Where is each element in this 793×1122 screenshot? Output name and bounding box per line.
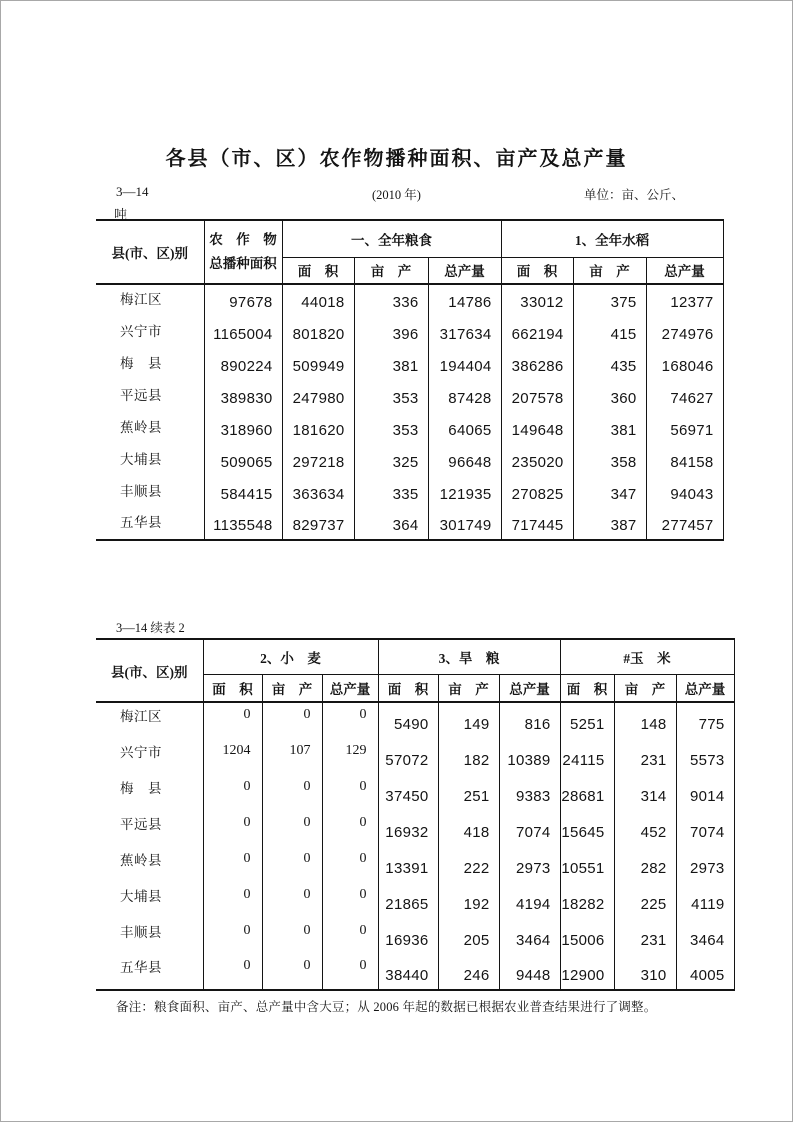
value-cell: 415 — [573, 316, 646, 348]
value-cell: 336 — [354, 284, 428, 316]
value-cell: 0 — [322, 882, 378, 918]
region-column-header: 县(市、区)别 — [96, 220, 204, 284]
sub-header-area: 面 积 — [560, 674, 614, 702]
value-cell: 18282 — [560, 882, 614, 918]
value-cell: 16932 — [378, 810, 438, 846]
value-cell: 0 — [262, 702, 322, 738]
value-cell: 246 — [438, 954, 499, 990]
sub-header-yield: 亩 产 — [354, 257, 428, 284]
value-cell: 4005 — [676, 954, 734, 990]
value-cell: 358 — [573, 444, 646, 476]
value-cell: 247980 — [282, 380, 354, 412]
value-cell: 381 — [573, 412, 646, 444]
page-title: 各县（市、区）农作物播种面积、亩产及总产量 — [165, 148, 628, 170]
value-cell: 418 — [438, 810, 499, 846]
value-cell: 274976 — [646, 316, 723, 348]
value-cell: 375 — [573, 284, 646, 316]
value-cell: 717445 — [501, 508, 573, 540]
sub-header-output: 总产量 — [499, 674, 560, 702]
value-cell: 225 — [614, 882, 676, 918]
value-cell: 0 — [203, 810, 262, 846]
value-cell: 775 — [676, 702, 734, 738]
value-cell: 121935 — [428, 476, 501, 508]
value-cell: 282 — [614, 846, 676, 882]
region-column-header: 县(市、区)别 — [96, 639, 203, 702]
region-name-cell: 丰顺县 — [120, 483, 162, 499]
value-cell: 0 — [262, 882, 322, 918]
region-name-cell: 梅 县 — [120, 780, 162, 796]
value-cell: 335 — [354, 476, 428, 508]
value-cell: 7074 — [676, 810, 734, 846]
value-cell: 318960 — [204, 412, 282, 444]
region-name-cell: 兴宁市 — [120, 323, 162, 339]
value-cell: 231 — [614, 738, 676, 774]
group-header-grain: 一、全年粮食 — [282, 220, 501, 257]
region-name-cell: 平远县 — [120, 816, 162, 832]
table-row — [96, 476, 723, 508]
value-cell: 181620 — [282, 412, 354, 444]
value-cell: 37450 — [378, 774, 438, 810]
table-row — [96, 702, 734, 738]
value-cell: 0 — [322, 846, 378, 882]
unit-wrap-label: 吨 — [114, 207, 128, 222]
value-cell: 235020 — [501, 444, 573, 476]
value-cell: 387 — [573, 508, 646, 540]
table-row — [96, 882, 734, 918]
table-row — [96, 738, 734, 774]
sub-header-output: 总产量 — [646, 257, 723, 284]
value-cell: 9383 — [499, 774, 560, 810]
value-cell: 0 — [322, 774, 378, 810]
value-cell: 24115 — [560, 738, 614, 774]
value-cell: 5573 — [676, 738, 734, 774]
value-cell: 15645 — [560, 810, 614, 846]
region-name-cell: 兴宁市 — [120, 744, 162, 760]
group-header-dry-grain: 3、旱 粮 — [378, 639, 560, 674]
value-cell: 2973 — [499, 846, 560, 882]
value-cell: 148 — [614, 702, 676, 738]
value-cell: 3464 — [499, 918, 560, 954]
value-cell: 149648 — [501, 412, 573, 444]
sub-header-area: 面 积 — [378, 674, 438, 702]
value-cell: 297218 — [282, 444, 354, 476]
region-name-cell: 蕉岭县 — [120, 419, 162, 435]
sub-header-output: 总产量 — [676, 674, 734, 702]
region-name-cell: 蕉岭县 — [120, 852, 162, 868]
value-cell: 9014 — [676, 774, 734, 810]
value-cell: 15006 — [560, 918, 614, 954]
value-cell: 364 — [354, 508, 428, 540]
region-name-cell: 五华县 — [120, 960, 162, 975]
value-cell: 182 — [438, 738, 499, 774]
value-cell: 829737 — [282, 508, 354, 540]
value-cell: 205 — [438, 918, 499, 954]
total-sown-area-header-line1: 农 作 物 — [209, 232, 277, 248]
sub-header-yield: 亩 产 — [438, 674, 499, 702]
value-cell: 890224 — [204, 348, 282, 380]
value-cell: 2973 — [676, 846, 734, 882]
value-cell: 317634 — [428, 316, 501, 348]
group-header-row — [96, 220, 723, 257]
value-cell: 96648 — [428, 444, 501, 476]
value-cell: 662194 — [501, 316, 573, 348]
table-row — [96, 380, 723, 412]
value-cell: 16936 — [378, 918, 438, 954]
value-cell: 64065 — [428, 412, 501, 444]
region-name-cell: 梅 县 — [120, 355, 162, 371]
value-cell: 3464 — [676, 918, 734, 954]
value-cell: 381 — [354, 348, 428, 380]
value-cell: 44018 — [282, 284, 354, 316]
value-cell: 168046 — [646, 348, 723, 380]
value-cell: 0 — [322, 918, 378, 954]
value-cell: 325 — [354, 444, 428, 476]
value-cell: 353 — [354, 380, 428, 412]
main-table-body — [96, 284, 723, 540]
value-cell: 0 — [322, 810, 378, 846]
value-cell: 1165004 — [204, 316, 282, 348]
sub-header-yield: 亩 产 — [614, 674, 676, 702]
value-cell: 97678 — [204, 284, 282, 316]
value-cell: 231 — [614, 918, 676, 954]
year-label: (2010 年) — [372, 188, 421, 202]
value-cell: 4119 — [676, 882, 734, 918]
value-cell: 28681 — [560, 774, 614, 810]
region-name-cell: 梅江区 — [120, 292, 162, 307]
value-cell: 10389 — [499, 738, 560, 774]
total-sown-area-header-line2: 总播种面积 — [209, 256, 277, 271]
region-name-cell: 丰顺县 — [120, 924, 162, 940]
continuation-label: 3—14 续表 2 — [116, 621, 185, 635]
value-cell: 0 — [262, 846, 322, 882]
value-cell: 57072 — [378, 738, 438, 774]
value-cell: 584415 — [204, 476, 282, 508]
sub-header-area: 面 积 — [282, 257, 354, 284]
value-cell: 5490 — [378, 702, 438, 738]
value-cell: 14786 — [428, 284, 501, 316]
group-header-wheat: 2、小 麦 — [203, 639, 378, 674]
sub-header-area: 面 积 — [501, 257, 573, 284]
value-cell: 129 — [322, 738, 378, 774]
region-name-cell: 梅江区 — [120, 709, 162, 724]
value-cell: 33012 — [501, 284, 573, 316]
value-cell: 452 — [614, 810, 676, 846]
value-cell: 0 — [203, 882, 262, 918]
value-cell: 0 — [322, 954, 378, 990]
value-cell: 301749 — [428, 508, 501, 540]
value-cell: 509065 — [204, 444, 282, 476]
value-cell: 10551 — [560, 846, 614, 882]
value-cell: 0 — [203, 702, 262, 738]
region-name-cell: 大埔县 — [120, 451, 162, 467]
value-cell: 363634 — [282, 476, 354, 508]
value-cell: 277457 — [646, 508, 723, 540]
value-cell: 0 — [262, 810, 322, 846]
value-cell: 107 — [262, 738, 322, 774]
value-cell: 192 — [438, 882, 499, 918]
table-row — [96, 316, 723, 348]
footnote: 备注：粮食面积、亩产、总产量中含大豆；从 2006 年起的数据已根据农业普查结果进行了调整。 — [116, 1000, 657, 1014]
value-cell: 1135548 — [204, 508, 282, 540]
value-cell: 0 — [203, 954, 262, 990]
value-cell: 84158 — [646, 444, 723, 476]
value-cell: 353 — [354, 412, 428, 444]
value-cell: 435 — [573, 348, 646, 380]
value-cell: 314 — [614, 774, 676, 810]
value-cell: 0 — [203, 846, 262, 882]
value-cell: 396 — [354, 316, 428, 348]
region-name-cell: 平远县 — [120, 387, 162, 403]
region-name-cell: 大埔县 — [120, 888, 162, 904]
value-cell: 9448 — [499, 954, 560, 990]
value-cell: 7074 — [499, 810, 560, 846]
table-row — [96, 444, 723, 476]
table-row — [96, 846, 734, 882]
table-row — [96, 954, 734, 990]
table-code-label: 3—14 — [116, 184, 149, 199]
value-cell: 5251 — [560, 702, 614, 738]
table-row — [96, 774, 734, 810]
sub-header-output: 总产量 — [428, 257, 501, 284]
value-cell: 12900 — [560, 954, 614, 990]
table-row — [96, 348, 723, 380]
value-cell: 21865 — [378, 882, 438, 918]
value-cell: 270825 — [501, 476, 573, 508]
value-cell: 816 — [499, 702, 560, 738]
value-cell: 389830 — [204, 380, 282, 412]
group-header-rice: 1、全年水稻 — [501, 220, 723, 257]
value-cell: 0 — [203, 918, 262, 954]
sub-header-area: 面 积 — [203, 674, 262, 702]
total-sown-area-header — [204, 220, 282, 284]
value-cell: 4194 — [499, 882, 560, 918]
sub-header-yield: 亩 产 — [262, 674, 322, 702]
value-cell: 801820 — [282, 316, 354, 348]
value-cell: 0 — [322, 702, 378, 738]
table-row — [96, 412, 723, 444]
value-cell: 360 — [573, 380, 646, 412]
value-cell: 74627 — [646, 380, 723, 412]
value-cell: 87428 — [428, 380, 501, 412]
value-cell: 56971 — [646, 412, 723, 444]
sub-header-output: 总产量 — [322, 674, 378, 702]
value-cell: 94043 — [646, 476, 723, 508]
value-cell: 509949 — [282, 348, 354, 380]
value-cell: 1204 — [203, 738, 262, 774]
unit-label: 单位：亩、公斤、 — [584, 188, 685, 202]
continuation-table — [96, 638, 735, 991]
group-header-row — [96, 639, 734, 674]
table-row — [96, 918, 734, 954]
value-cell: 194404 — [428, 348, 501, 380]
table-row — [96, 284, 723, 316]
main-table — [96, 219, 724, 541]
value-cell: 0 — [262, 774, 322, 810]
value-cell: 38440 — [378, 954, 438, 990]
value-cell: 347 — [573, 476, 646, 508]
value-cell: 149 — [438, 702, 499, 738]
sub-header-yield: 亩 产 — [573, 257, 646, 284]
value-cell: 0 — [262, 954, 322, 990]
value-cell: 386286 — [501, 348, 573, 380]
group-header-corn: #玉 米 — [560, 639, 734, 674]
value-cell: 310 — [614, 954, 676, 990]
value-cell: 0 — [203, 774, 262, 810]
table-row — [96, 810, 734, 846]
value-cell: 12377 — [646, 284, 723, 316]
value-cell: 222 — [438, 846, 499, 882]
value-cell: 0 — [262, 918, 322, 954]
continuation-table-body — [96, 702, 734, 990]
value-cell: 251 — [438, 774, 499, 810]
value-cell: 13391 — [378, 846, 438, 882]
value-cell: 207578 — [501, 380, 573, 412]
table-row — [96, 508, 723, 540]
region-name-cell: 五华县 — [120, 515, 162, 530]
